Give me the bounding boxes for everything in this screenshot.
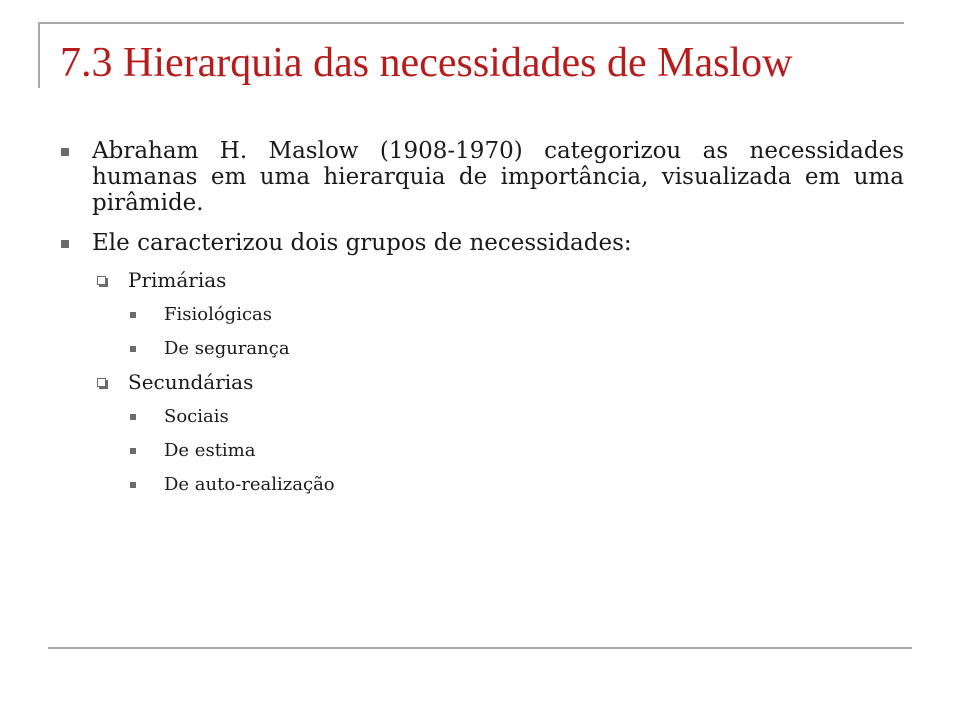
bullet-text: Abraham H. Maslow (1908-1970) categorizou as necessidades humanas em uma hierarquia de importância, visualizada em uma pirâmide.: [92, 138, 904, 216]
list-item-de-estima: [164, 440, 960, 462]
bullet-text: Ele caracterizou dois grupos de necessidades:: [92, 230, 632, 256]
square-bullet-icon: [130, 448, 136, 454]
square-bullet-icon: [61, 148, 69, 156]
list-item-text: De auto-realização: [164, 474, 335, 495]
list-item-text: Sociais: [164, 406, 229, 427]
bullet-two-groups: [92, 230, 904, 256]
list-item-text: De estima: [164, 440, 256, 461]
slide-body: [0, 138, 960, 496]
square-bullet-icon: [130, 312, 136, 318]
square-bullet-icon: [130, 482, 136, 488]
top-border-line: [38, 22, 904, 24]
list-item-de-seguranca: [164, 338, 960, 360]
group-primarias: [128, 268, 960, 292]
group-label: Primárias: [128, 268, 227, 292]
bottom-border-line: [48, 647, 912, 649]
square-bullet-icon: [61, 240, 69, 248]
group-secundarias: [128, 370, 960, 394]
list-item-text: De segurança: [164, 338, 290, 359]
list-item-de-auto-realizacao: [164, 474, 960, 496]
hollow-square-bullet-icon: [97, 378, 106, 387]
list-item-text: Fisiológicas: [164, 304, 272, 325]
group-label: Secundárias: [128, 370, 254, 394]
square-bullet-icon: [130, 346, 136, 352]
list-item-sociais: [164, 406, 960, 428]
left-border-line: [38, 22, 40, 88]
hollow-square-bullet-icon: [97, 276, 106, 285]
square-bullet-icon: [130, 414, 136, 420]
list-item-fisiologicas: [164, 304, 960, 326]
bullet-maslow-intro: [92, 138, 904, 216]
slide-title: 7.3 Hierarquia das necessidades de Maslow: [60, 40, 793, 86]
